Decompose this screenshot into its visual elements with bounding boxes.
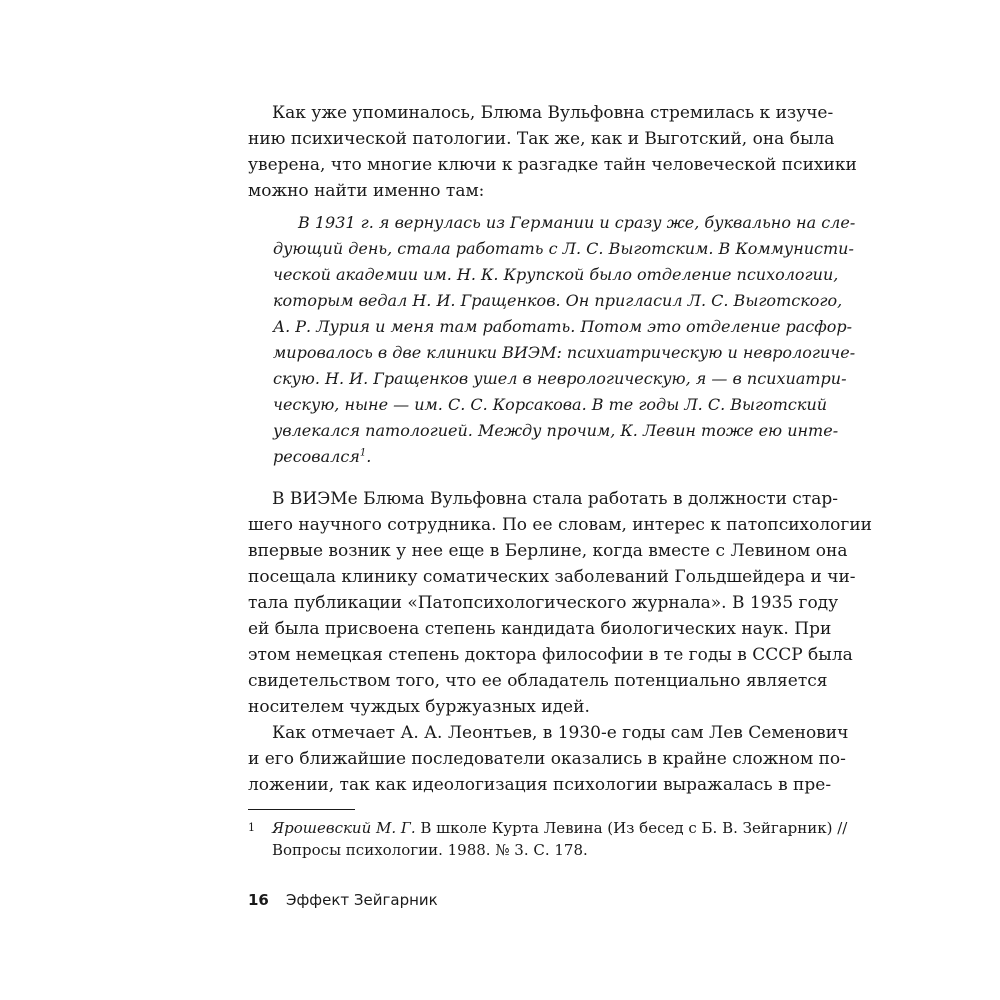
- para1-line-3: уверена, что многие ключи к разгадке тайн человеческой психики: [248, 155, 857, 175]
- quote-line-3: ческой академии им. Н. К. Крупской было отделение психологии,: [273, 265, 839, 284]
- quote-line-7: скую. Н. И. Гращенков ушел в неврологическую, я — в психиатри-: [273, 369, 847, 388]
- footnote-number: 1: [248, 821, 255, 834]
- para1-line-4: можно найти именно там:: [248, 181, 485, 201]
- footnote-author: Ярошевский М. Г.: [272, 819, 416, 837]
- footnote-line-1: [272, 817, 847, 839]
- quote-line-1: В 1931 г. я вернулась из Германии и сразу же, буквально на сле-: [298, 213, 856, 232]
- page-number: 16: [248, 891, 269, 909]
- quote-line-6: мировалось в две клиники ВИЭМ: психиатрическую и неврологиче-: [273, 343, 856, 362]
- para2-line-8: свидетельством того, что ее обладатель потенциально является: [248, 671, 828, 691]
- footnote-line-2: Вопросы психологии. 1988. № 3. С. 178.: [272, 841, 588, 859]
- footnote-reference[interactable]: 1: [359, 447, 367, 459]
- para3-line-1: Как отмечает А. А. Леонтьев, в 1930-е годы сам Лев Семенович: [272, 723, 849, 743]
- footnote-title: В школе Курта Левина (Из бесед с Б. В. Зейгарник) //: [415, 819, 848, 837]
- para2-line-7: этом немецкая степень доктора философии в те годы в СССР была: [248, 645, 853, 665]
- footnote-divider: [248, 809, 355, 810]
- para3-line-3: ложении, так как идеологизация психологии выражалась в пре-: [248, 775, 832, 795]
- para2-line-2: шего научного сотрудника. По ее словам, интерес к патопсихологии: [248, 515, 872, 535]
- para2-line-5: тала публикации «Патопсихологического журнала». В 1935 году: [248, 593, 839, 613]
- quote-line-8: ческую, ныне — им. С. С. Корсакова. В те годы Л. С. Выготский: [273, 395, 828, 414]
- running-title: Эффект Зейгарник: [286, 891, 438, 909]
- quote-line-9: увлекался патологией. Между прочим, К. Левин тоже ею инте-: [273, 421, 839, 440]
- para2-line-4: посещала клинику соматических заболеваний Гольдшейдера и чи-: [248, 567, 856, 587]
- para3-line-2: и его ближайшие последователи оказались в крайне сложном по-: [248, 749, 846, 769]
- para2-line-6: ей была присвоена степень кандидата биологических наук. При: [248, 619, 832, 639]
- para1-line-1: Как уже упоминалось, Блюма Вульфовна стремилась к изуче-: [272, 103, 834, 123]
- quote-line-10: ресовался$^1$.: [273, 447, 372, 466]
- quote-line-2: дующий день, стала работать с Л. С. Выготским. В Коммунисти-: [273, 239, 854, 258]
- para2-line-9: носителем чуждых буржуазных идей.: [248, 697, 590, 717]
- quote-last-text: ресовался: [273, 447, 360, 466]
- quote-line-4: которым ведал Н. И. Гращенков. Он пригласил Л. С. Выготского,: [273, 291, 843, 310]
- para2-line-3: впервые возник у нее еще в Берлине, когда вместе с Левином она: [248, 541, 848, 561]
- para1-line-2: нию психической патологии. Так же, как и Выготский, она была: [248, 129, 835, 149]
- para2-line-1: В ВИЭМе Блюма Вульфовна стала работать в должности стар-: [272, 489, 838, 509]
- quote-line-5: А. Р. Лурия и меня там работать. Потом это отделение расфор-: [273, 317, 853, 336]
